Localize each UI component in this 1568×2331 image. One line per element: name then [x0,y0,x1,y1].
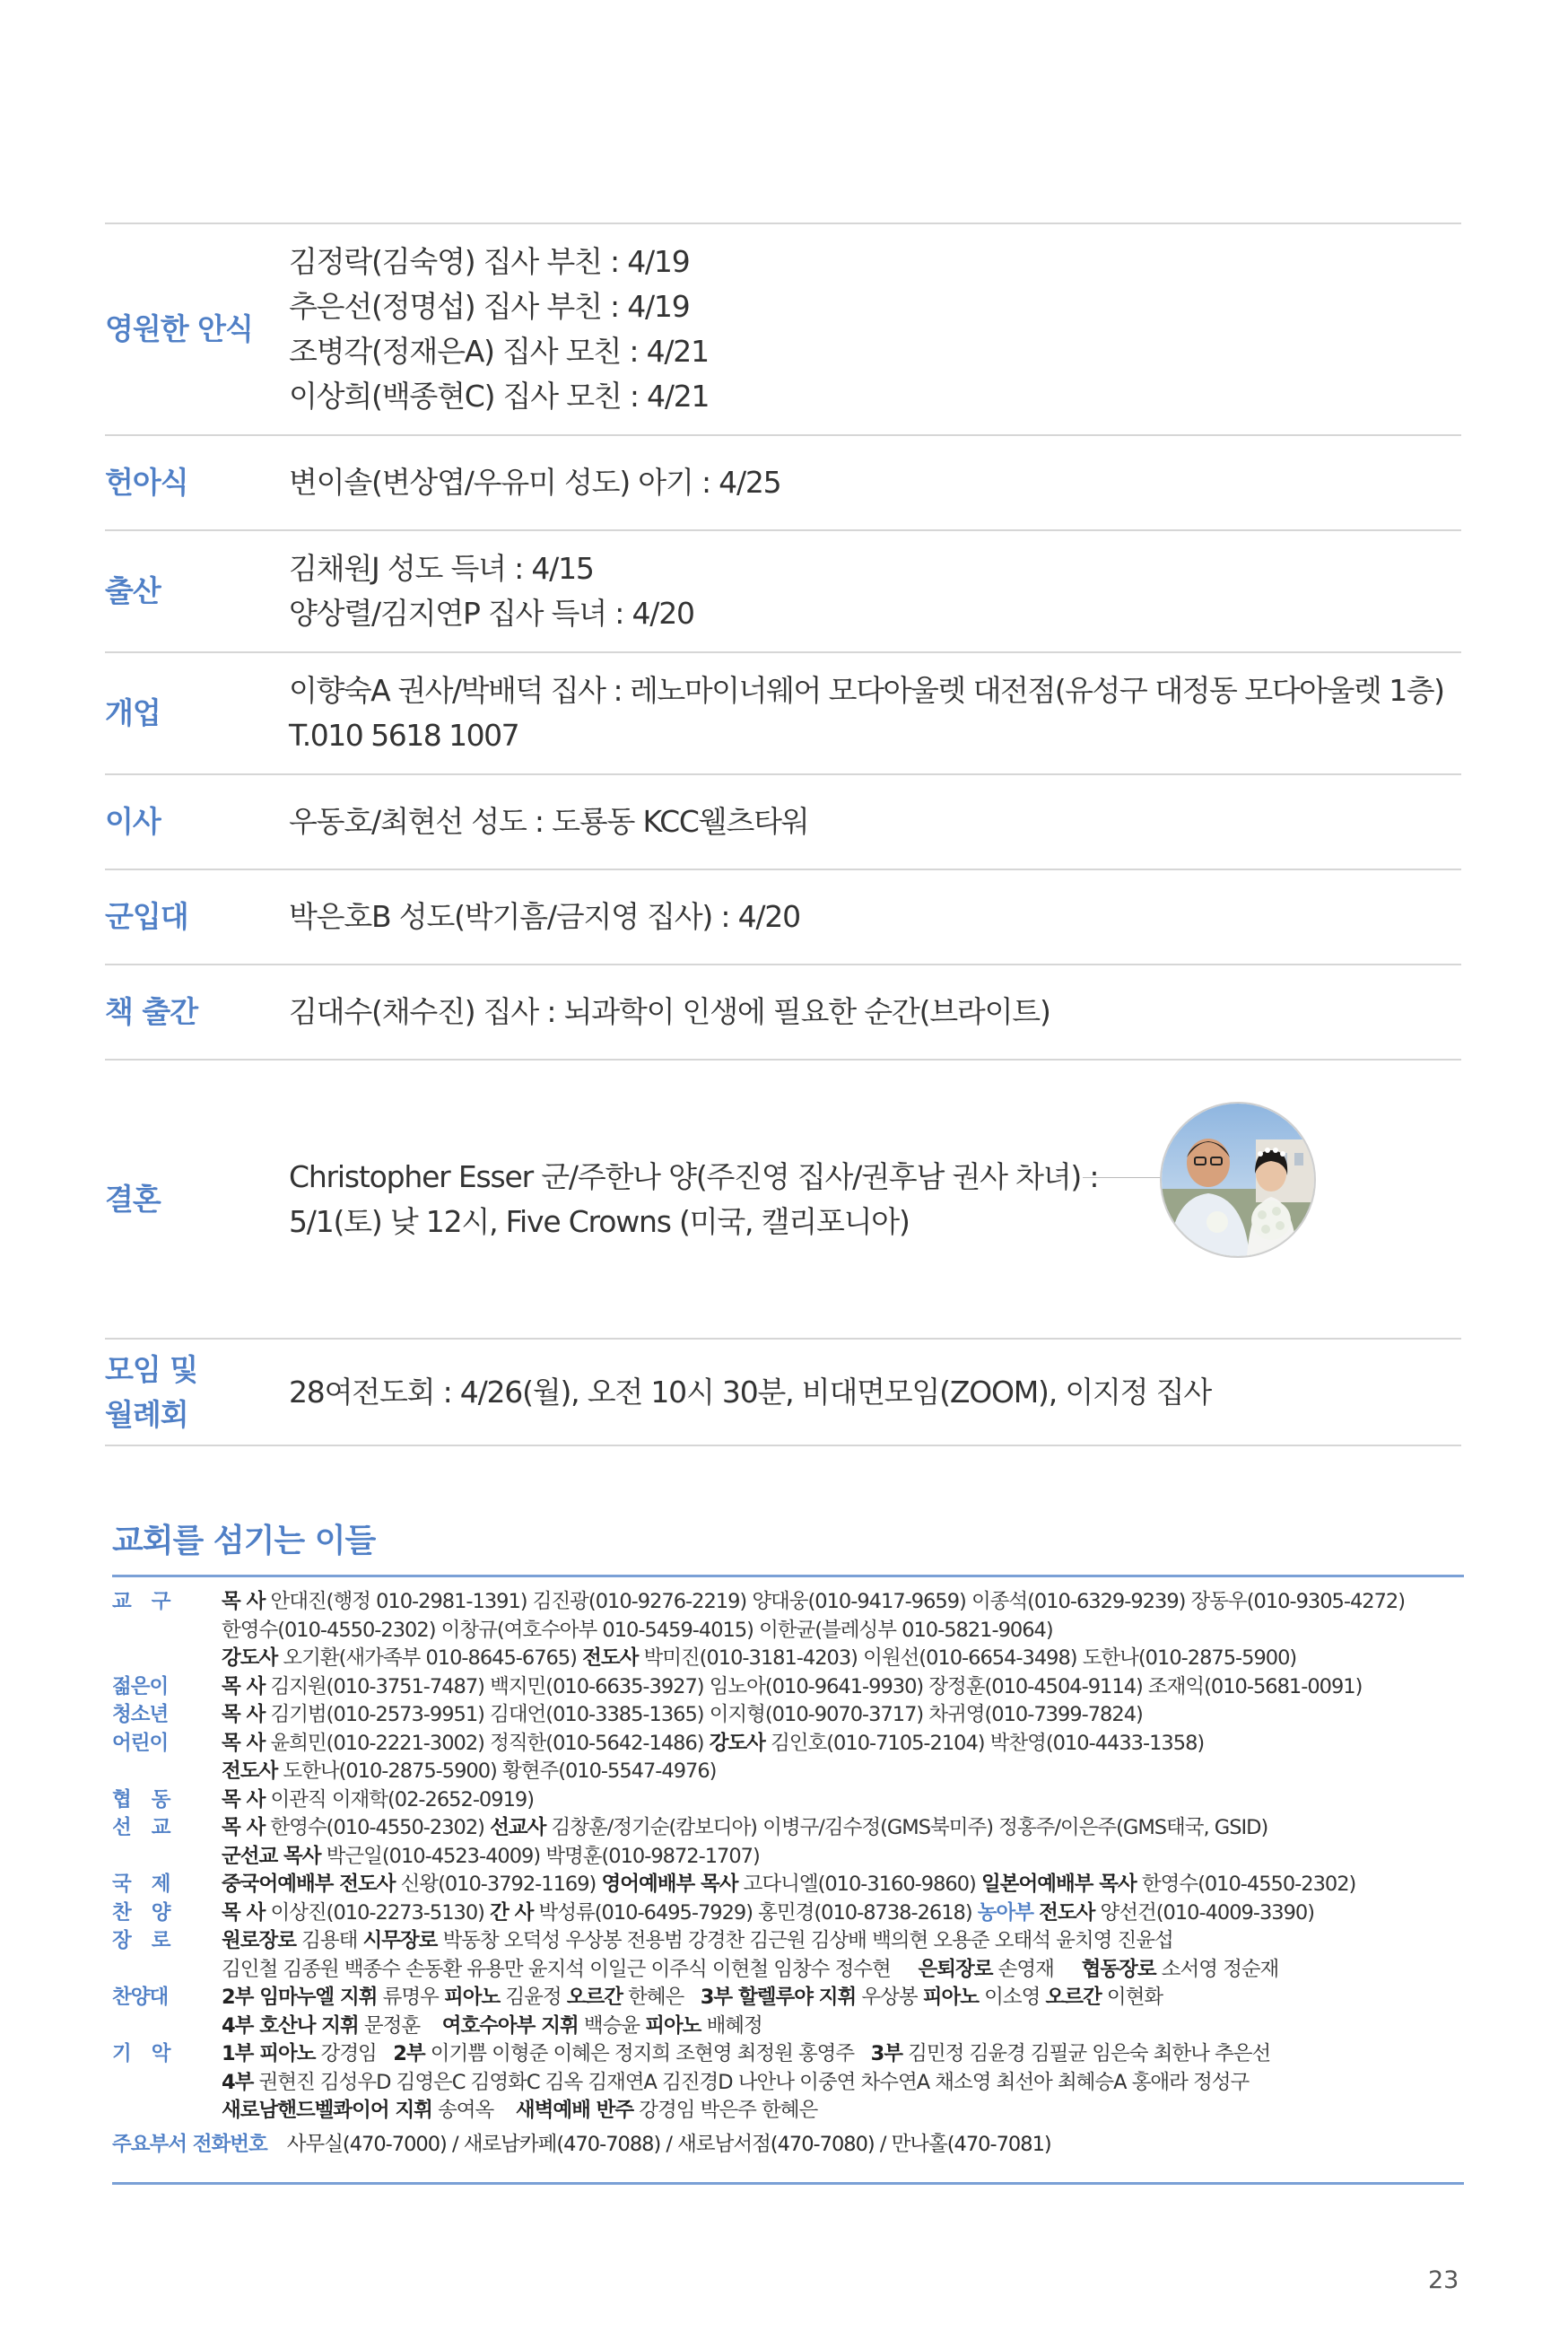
staff-row: 협동 목 사 이관직 이재학(02-2652-0919) [112,1786,1467,1815]
news-body: 우동호/최현선 성도 : 도룡동 KCC웰츠타워 [289,804,809,839]
couple-photo-illustration [1162,1104,1314,1256]
news-row-passing [105,224,1461,436]
news-label: 개업 [105,695,161,730]
staff-row: 교구 목 사 안대진(행정 010-2981-1391) 김진광(010-9276-2219) 양대웅(010-9417-9659) 이종석(010-6329-9239) 장동우(010-9305-4272) [112,1588,1467,1617]
staff-row: 청소년 목 사 김기범(010-2573-9951) 김대언(010-3385-1365) 이지형(010-9070-3717) 차귀영(010-7399-7824) [112,1701,1467,1730]
news-row-book [105,965,1461,1061]
staff-category: 장로 [112,1929,191,1952]
staff-row: 찬양 목 사 이상진(010-2273-5130) 간 사 박성류(010-6495-7929) 홍민경(010-8738-2618) 농아부 전도사 양선건(010-4009-3390) [112,1899,1467,1928]
staff-row: 기악 1부 피아노 강경임 2부 이기쁨 이형준 이혜은 정지희 조현영 최정원 홍영주 3부 김민정 김윤경 김필균 임은숙 최한나 추은선 [112,2040,1467,2069]
staff-category: 협동 [112,1787,191,1812]
news-label: 영원한 안식 [105,311,253,346]
staff-category: 교구 [112,1590,191,1613]
staff-category: 기악 [112,2042,191,2065]
staff-row: 새로남핸드벨콰이어 지휘 송여옥 새벽예배 반주 강경임 박은주 한혜은 [222,2099,818,2122]
news-row-birth [105,531,1461,653]
section-divider [112,1575,1464,1577]
staff-row: 김인철 김종원 백종수 손동환 유용만 윤지석 이일근 이주식 이현철 임창수 정수현 은퇴장로 손영재 협동장로 소서영 정순재 [222,1957,1279,1981]
phones-text: 사무실(470-7000) / 새로남카페(470-7088) / 새로남서점(470-7080) / 만나홀(470-7081) [286,2133,1051,2156]
photo-connector-line [1083,1177,1162,1178]
news-body: 김정락(김숙영) 집사 부친 : 4/19 추은선(정명섭) 집사 부친 : 4/19 조병각(정재은A) 집사 모친 : 4/21 이상희(백종현C) 집사 모친 : 4/21 [289,244,710,414]
news-label: 출산 [105,573,161,608]
phones-label: 주요부서 전화번호 [112,2133,267,2156]
department-phone-numbers [112,2131,1051,2160]
staff-row: 4부 호산나 지휘 문정훈 여호수아부 지휘 백승윤 피아노 배혜정 [222,2013,762,2038]
news-label: 이사 [105,804,161,839]
staff-row: 강도사 오기환(새가족부 010-8645-6765) 전도사 박미진(010-3181-4203) 이원선(010-6654-3498) 도한나(010-2875-5900) [222,1646,1297,1670]
staff-row: 어린이 목 사 윤희민(010-2221-3002) 정직한(010-5642-1486) 강도사 김인호(010-7105-2104) 박찬영(010-4433-1358) [112,1730,1467,1759]
staff-row: 한영수(010-4550-2302) 이창규(여호수아부 010-5459-4015) 이한균(블레싱부 010-5821-9064) [222,1618,1053,1642]
staff-row: 선교 목 사 한영수(010-4550-2302) 선교사 김창훈/정기순(캄보디아) 이병구/김수정(GMS북미주) 정홍주/이은주(GMS태국, GSID) [112,1814,1467,1843]
news-row-wedding [105,1061,1461,1340]
news-body: 박은호B 성도(박기흠/금지영 집사) : 4/20 [289,899,800,934]
news-body: 28여전도회 : 4/26(월), 오전 10시 30분, 비대면모임(ZOOM), 이지정 집사 [289,1374,1211,1410]
news-row-moving [105,775,1461,870]
bottom-divider [112,2182,1464,2185]
staff-row: 찬양대 2부 임마누엘 지휘 류명우 피아노 김윤정 오르간 한혜은 3부 할렐루야 지휘 우상봉 피아노 이소영 오르간 이현화 [112,1984,1467,2012]
page-number: 23 [1428,2266,1459,2294]
news-row-opening [105,653,1461,775]
news-row-dedication [105,436,1461,531]
news-row-military [105,870,1461,965]
staff-row: 젊은이 목 사 김지원(010-3751-7487) 백지민(010-6635-3927) 임노아(010-9641-9930) 장정훈(010-4504-9114) 조재익(010-5681-0091) [112,1673,1467,1702]
staff-row: 국제 중국어예배부 전도사 신왕(010-3792-1169) 영어예배부 목사 고다니엘(010-3160-9860) 일본어예배부 목사 한영수(010-4550-2302) [112,1871,1467,1899]
news-body: 변이솔(변상엽/우유미 성도) 아기 : 4/25 [289,465,781,500]
wedding-photo [1160,1102,1316,1258]
church-news-table [105,223,1461,1446]
staff-category: 찬양 [112,1900,191,1925]
news-row-meeting [105,1340,1461,1446]
staff-row: 4부 권현진 김성우D 김영은C 김영화C 김옥 김재연A 김진경D 나안나 이중연 차수연A 채소영 최선아 최혜승A 홍애라 정성구 [222,2070,1250,2094]
staff-row: 전도사 도한나(010-2875-5900) 황현주(010-5547-4976) [222,1759,717,1783]
news-label: 결혼 [105,1181,161,1217]
news-body: 김대수(채수진) 집사 : 뇌과학이 인생에 필요한 순간(브라이트) [289,994,1050,1029]
staff-category: 국제 [112,1873,191,1896]
news-label: 책 출간 [105,994,198,1029]
staff-category: 청소년 [112,1703,169,1726]
news-label: 헌아식 [105,465,188,500]
staff-directory [112,1588,1467,2126]
staff-category: 젊은이 [112,1674,169,1698]
news-body: Christopher Esser 군/주한나 양(주진영 집사/권후남 권사 차녀) : 5/1(토) 낮 12시, Five Crowns (미국, 캘리포니아) [289,1158,1099,1239]
staff-row: 장로 원로장로 김용태 시무장로 박동창 오덕성 우상봉 전용범 강경찬 김근원 김상배 백의현 오용준 오태석 윤치영 진윤섭 [112,1927,1467,1956]
staff-category: 선교 [112,1816,191,1839]
section-title: 교회를 섬기는 이들 [112,1523,376,1559]
staff-category: 찬양대 [112,1986,169,2009]
staff-category: 어린이 [112,1731,169,1755]
staff-row: 군선교 목사 박근일(010-4523-4009) 박명훈(010-9872-1707) [222,1844,760,1868]
news-body: 김채원J 성도 득녀 : 4/15 양상렬/김지연P 집사 득녀 : 4/20 [289,551,694,631]
news-label: 모임 및 월례회 [105,1351,198,1432]
news-body: 이향숙A 권사/박배덕 집사 : 레노마이너웨어 모다아울렛 대전점(유성구 대정동 모다아울렛 1층) T.010 5618 1007 [289,673,1444,753]
news-label: 군입대 [105,899,188,934]
